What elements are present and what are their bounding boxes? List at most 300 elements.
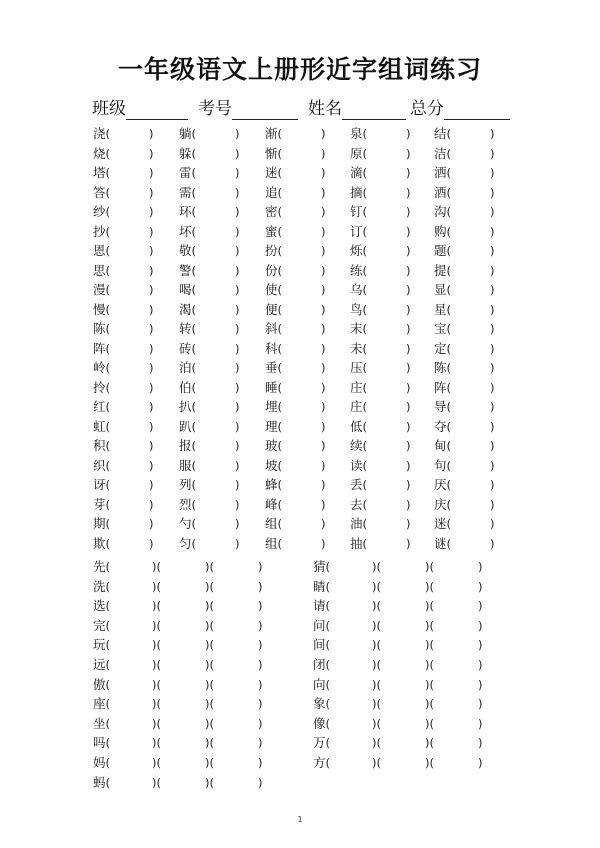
word-item (93, 655, 263, 675)
word-item (93, 261, 154, 281)
word-item (434, 397, 495, 417)
character: 蜜 (265, 223, 278, 239)
paren-close: ) (372, 599, 377, 614)
paren-open: ( (277, 458, 283, 473)
paren-close: ) (149, 419, 154, 434)
paren-open: ( (191, 166, 197, 180)
paren-open: ( (191, 458, 197, 473)
character: 泉 (350, 126, 363, 141)
character: 题 (434, 243, 447, 258)
paren-close: ) (321, 244, 326, 258)
word-item (93, 339, 154, 359)
paren-open: ( (105, 127, 111, 141)
total-blank[interactable] (444, 103, 510, 120)
paren-close: ) (321, 400, 326, 414)
character: 句 (434, 457, 447, 473)
word-item (265, 514, 326, 534)
word-item (93, 183, 154, 203)
character: 迷 (265, 165, 278, 180)
paren-close: ) (425, 716, 430, 731)
paren-open: ( (277, 244, 283, 258)
character: 扮 (265, 243, 278, 258)
paren-open: ( (156, 716, 162, 731)
character: 烁 (350, 243, 363, 258)
paren-close: ) (149, 166, 154, 180)
character: 导 (434, 399, 447, 414)
word-item (265, 475, 326, 495)
paren-open: ( (446, 283, 452, 297)
paren-close: ) (478, 736, 483, 751)
character: 匀 (179, 535, 192, 551)
word-item (93, 222, 154, 242)
paren-open: ( (156, 736, 162, 751)
paren-open: ( (209, 658, 215, 672)
paren-close: ) (321, 166, 326, 180)
paren-close: ) (235, 536, 240, 551)
word-row (93, 753, 513, 773)
paren-open: ( (277, 361, 283, 375)
paren-open: ( (191, 185, 197, 200)
paren-close: ) (321, 127, 326, 141)
paren-open: ( (105, 380, 111, 395)
paren-close: ) (235, 263, 240, 278)
paren-open: ( (362, 478, 368, 492)
character: 思 (93, 262, 106, 278)
paren-open: ( (105, 146, 111, 161)
word-row (93, 534, 513, 554)
paren-open: ( (209, 716, 215, 731)
word-item (434, 202, 495, 222)
word-item (179, 241, 240, 261)
word-row (93, 163, 513, 183)
word-item (350, 183, 411, 203)
paren-close: ) (321, 322, 326, 336)
word-row (93, 773, 513, 793)
paren-close: ) (149, 244, 154, 258)
word-item (434, 241, 495, 261)
paren-close: ) (406, 224, 411, 239)
word-row (93, 378, 513, 398)
word-item (179, 222, 240, 242)
paren-open: ( (105, 478, 111, 492)
paren-open: ( (105, 775, 111, 790)
paren-close: ) (321, 419, 326, 434)
paren-open: ( (277, 127, 283, 141)
paren-close: ) (406, 497, 411, 512)
word-item (350, 358, 411, 378)
character: 末 (350, 321, 363, 336)
paren-open: ( (376, 618, 382, 633)
character: 续 (350, 438, 363, 453)
paren-open: ( (446, 380, 452, 395)
paren-close: ) (406, 536, 411, 551)
paren-open: ( (191, 244, 197, 258)
word-item (350, 222, 411, 242)
paren-close: ) (406, 322, 411, 336)
paren-close: ) (235, 517, 240, 531)
paren-open: ( (209, 638, 215, 653)
paren-open: ( (105, 599, 111, 614)
paren-close: ) (258, 775, 263, 790)
name-field (308, 98, 406, 120)
word-item (313, 733, 483, 753)
paren-open: ( (446, 127, 452, 141)
paren-close: ) (205, 756, 210, 770)
paren-open: ( (105, 263, 111, 278)
paren-close: ) (425, 677, 430, 692)
character: 恩 (93, 243, 106, 258)
character: 漫 (93, 282, 106, 297)
character: 便 (265, 301, 278, 317)
character: 陈 (93, 321, 106, 336)
paren-close: ) (152, 677, 157, 692)
paren-close: ) (490, 244, 495, 258)
paren-open: ( (277, 283, 283, 297)
paren-open: ( (376, 716, 382, 731)
paren-open: ( (446, 322, 452, 336)
character: 躺 (179, 126, 192, 141)
character: 玻 (265, 438, 278, 453)
word-item (93, 733, 263, 753)
paren-close: ) (478, 716, 483, 731)
paren-close: ) (149, 185, 154, 200)
character: 渴 (179, 301, 192, 317)
paren-open: ( (362, 361, 368, 375)
name-label: 姓名 (308, 99, 342, 119)
paren-open: ( (429, 638, 435, 653)
paren-open: ( (277, 166, 283, 180)
character: 服 (179, 457, 192, 473)
paren-close: ) (235, 146, 240, 161)
word-row (93, 417, 513, 437)
paren-open: ( (446, 146, 452, 161)
character: 期 (93, 516, 106, 531)
word-item (434, 319, 495, 339)
word-item (93, 417, 154, 437)
paren-close: ) (490, 439, 495, 453)
paren-close: ) (149, 439, 154, 453)
paren-open: ( (325, 756, 331, 770)
character: 趴 (179, 418, 192, 434)
paren-close: ) (258, 638, 263, 653)
paren-close: ) (321, 517, 326, 531)
paren-open: ( (277, 536, 283, 551)
word-item (313, 694, 483, 714)
word-item (350, 475, 411, 495)
word-item (434, 261, 495, 281)
character: 坐 (93, 715, 106, 731)
paren-open: ( (362, 263, 368, 278)
paren-open: ( (156, 677, 162, 692)
paren-open: ( (105, 244, 111, 258)
word-item (265, 378, 326, 398)
character: 列 (179, 477, 192, 492)
paren-close: ) (321, 380, 326, 395)
word-item (265, 339, 326, 359)
word-item (179, 456, 240, 476)
word-item (179, 358, 240, 378)
paren-close: ) (152, 697, 157, 712)
word-item (265, 261, 326, 281)
word-item (265, 124, 326, 144)
paren-open: ( (362, 302, 368, 317)
paren-open: ( (429, 658, 435, 672)
character: 红 (93, 399, 106, 414)
paren-open: ( (191, 361, 197, 375)
word-item (434, 475, 495, 495)
paren-open: ( (429, 560, 435, 574)
character: 烧 (93, 145, 106, 161)
paren-open: ( (105, 497, 111, 512)
character: 结 (434, 126, 447, 141)
word-item (350, 124, 411, 144)
paren-open: ( (105, 361, 111, 375)
character: 蚂 (93, 774, 106, 790)
character: 未 (350, 340, 363, 356)
character: 份 (265, 262, 278, 278)
paren-close: ) (490, 517, 495, 531)
word-item (265, 534, 326, 554)
paren-open: ( (376, 579, 382, 594)
word-item (179, 280, 240, 300)
character: 吗 (93, 735, 106, 751)
paren-open: ( (362, 419, 368, 434)
paren-open: ( (156, 775, 162, 790)
name-blank[interactable] (342, 103, 406, 120)
word-item (434, 222, 495, 242)
character: 完 (93, 617, 106, 633)
word-item (179, 300, 240, 320)
character: 睡 (265, 379, 278, 395)
word-item (179, 495, 240, 515)
paren-open: ( (105, 536, 111, 551)
word-item (93, 514, 154, 534)
character: 傲 (93, 676, 106, 692)
exam-no-label: 考号 (198, 99, 232, 119)
paren-close: ) (235, 127, 240, 141)
character: 显 (434, 282, 447, 297)
paren-open: ( (191, 478, 197, 492)
word-item (434, 378, 495, 398)
paren-open: ( (446, 205, 452, 219)
word-item (313, 577, 483, 597)
word-item (265, 456, 326, 476)
character: 睛 (313, 578, 326, 594)
word-item (179, 163, 240, 183)
paren-close: ) (235, 205, 240, 219)
character: 酒 (434, 184, 447, 200)
paren-open: ( (429, 677, 435, 692)
paren-close: ) (321, 205, 326, 219)
paren-close: ) (321, 439, 326, 453)
word-row (93, 635, 513, 655)
paren-open: ( (376, 638, 382, 653)
paren-close: ) (235, 341, 240, 356)
word-item (434, 436, 495, 456)
word-item (93, 714, 263, 734)
paren-close: ) (425, 658, 430, 672)
paren-close: ) (149, 224, 154, 239)
paren-open: ( (325, 736, 331, 751)
class-blank[interactable] (126, 103, 188, 120)
word-item (93, 144, 154, 164)
word-item (350, 436, 411, 456)
word-item (179, 475, 240, 495)
paren-close: ) (490, 400, 495, 414)
paren-close: ) (321, 497, 326, 512)
paren-open: ( (446, 244, 452, 258)
character: 陈 (434, 360, 447, 375)
word-item (93, 456, 154, 476)
paren-close: ) (490, 283, 495, 297)
word-item (93, 577, 263, 597)
character: 远 (93, 657, 106, 672)
character: 纱 (93, 204, 106, 219)
paren-close: ) (149, 478, 154, 492)
paren-close: ) (425, 638, 430, 653)
paren-close: ) (258, 560, 263, 574)
character: 塔 (93, 165, 106, 180)
word-item (350, 339, 411, 359)
paren-close: ) (406, 400, 411, 414)
paren-open: ( (446, 302, 452, 317)
character: 报 (179, 438, 192, 453)
paren-close: ) (406, 205, 411, 219)
paren-close: ) (149, 400, 154, 414)
paren-close: ) (258, 756, 263, 770)
character: 惭 (265, 145, 278, 161)
character: 警 (179, 262, 192, 278)
exam-no-blank[interactable] (232, 103, 298, 120)
word-item (93, 635, 263, 655)
paren-close: ) (205, 697, 210, 712)
character: 喝 (179, 282, 192, 297)
paren-open: ( (156, 579, 162, 594)
paren-open: ( (362, 244, 368, 258)
character: 读 (350, 457, 363, 473)
paren-close: ) (490, 185, 495, 200)
character: 砖 (179, 340, 192, 356)
paren-close: ) (425, 579, 430, 594)
paren-open: ( (325, 579, 331, 594)
word-item (434, 358, 495, 378)
paren-close: ) (406, 517, 411, 531)
paren-open: ( (446, 166, 452, 180)
paren-open: ( (191, 127, 197, 141)
word-item (350, 202, 411, 222)
paren-close: ) (406, 185, 411, 200)
paren-close: ) (406, 380, 411, 395)
word-item (93, 436, 154, 456)
paren-close: ) (490, 224, 495, 239)
character: 慢 (93, 301, 106, 317)
paren-open: ( (277, 224, 283, 239)
word-item (313, 557, 483, 577)
paren-open: ( (209, 775, 215, 790)
paren-close: ) (205, 775, 210, 790)
character: 斜 (265, 321, 278, 336)
word-row (93, 557, 513, 577)
paren-close: ) (258, 677, 263, 692)
character: 躲 (179, 145, 192, 161)
paren-open: ( (105, 560, 111, 574)
paren-close: ) (372, 638, 377, 653)
paren-open: ( (277, 341, 283, 356)
paren-close: ) (490, 361, 495, 375)
character: 敬 (179, 243, 192, 258)
word-item (313, 616, 483, 636)
paren-open: ( (277, 146, 283, 161)
character: 座 (93, 696, 106, 712)
character: 方 (313, 755, 326, 770)
paren-close: ) (321, 458, 326, 473)
paren-close: ) (490, 380, 495, 395)
word-item (265, 241, 326, 261)
word-item (265, 417, 326, 437)
paren-open: ( (277, 205, 283, 219)
word-item (93, 378, 154, 398)
character: 理 (265, 418, 278, 434)
character: 勺 (179, 516, 192, 531)
paren-open: ( (105, 618, 111, 633)
paren-open: ( (362, 517, 368, 531)
paren-close: ) (205, 560, 210, 574)
word-row (93, 733, 513, 753)
word-item (350, 300, 411, 320)
word-item (179, 339, 240, 359)
exam-no-field (198, 98, 298, 120)
paren-open: ( (105, 697, 111, 712)
character: 甸 (434, 438, 447, 453)
word-item (179, 124, 240, 144)
paren-open: ( (209, 677, 215, 692)
paren-close: ) (258, 599, 263, 614)
word-item (350, 456, 411, 476)
paren-open: ( (191, 517, 197, 531)
paren-open: ( (191, 380, 197, 395)
character: 猜 (313, 559, 326, 574)
paren-close: ) (406, 439, 411, 453)
character: 芽 (93, 496, 106, 512)
paren-open: ( (362, 127, 368, 141)
character: 转 (179, 321, 192, 336)
total-label: 总分 (410, 99, 444, 119)
word-item (93, 202, 154, 222)
paren-close: ) (321, 146, 326, 161)
paren-open: ( (446, 478, 452, 492)
word-row (93, 202, 513, 222)
paren-close: ) (425, 736, 430, 751)
paren-close: ) (258, 579, 263, 594)
paren-close: ) (235, 185, 240, 200)
word-item (179, 378, 240, 398)
paren-open: ( (325, 638, 331, 653)
paren-open: ( (191, 146, 197, 161)
word-item (179, 183, 240, 203)
paren-open: ( (277, 439, 283, 453)
paren-close: ) (321, 224, 326, 239)
paren-close: ) (406, 478, 411, 492)
paren-close: ) (372, 560, 377, 574)
word-item (350, 514, 411, 534)
paren-close: ) (478, 618, 483, 633)
word-item (93, 675, 263, 695)
paren-open: ( (191, 205, 197, 219)
paren-close: ) (406, 361, 411, 375)
word-item (313, 635, 483, 655)
paren-open: ( (446, 400, 452, 414)
paren-open: ( (191, 419, 197, 434)
